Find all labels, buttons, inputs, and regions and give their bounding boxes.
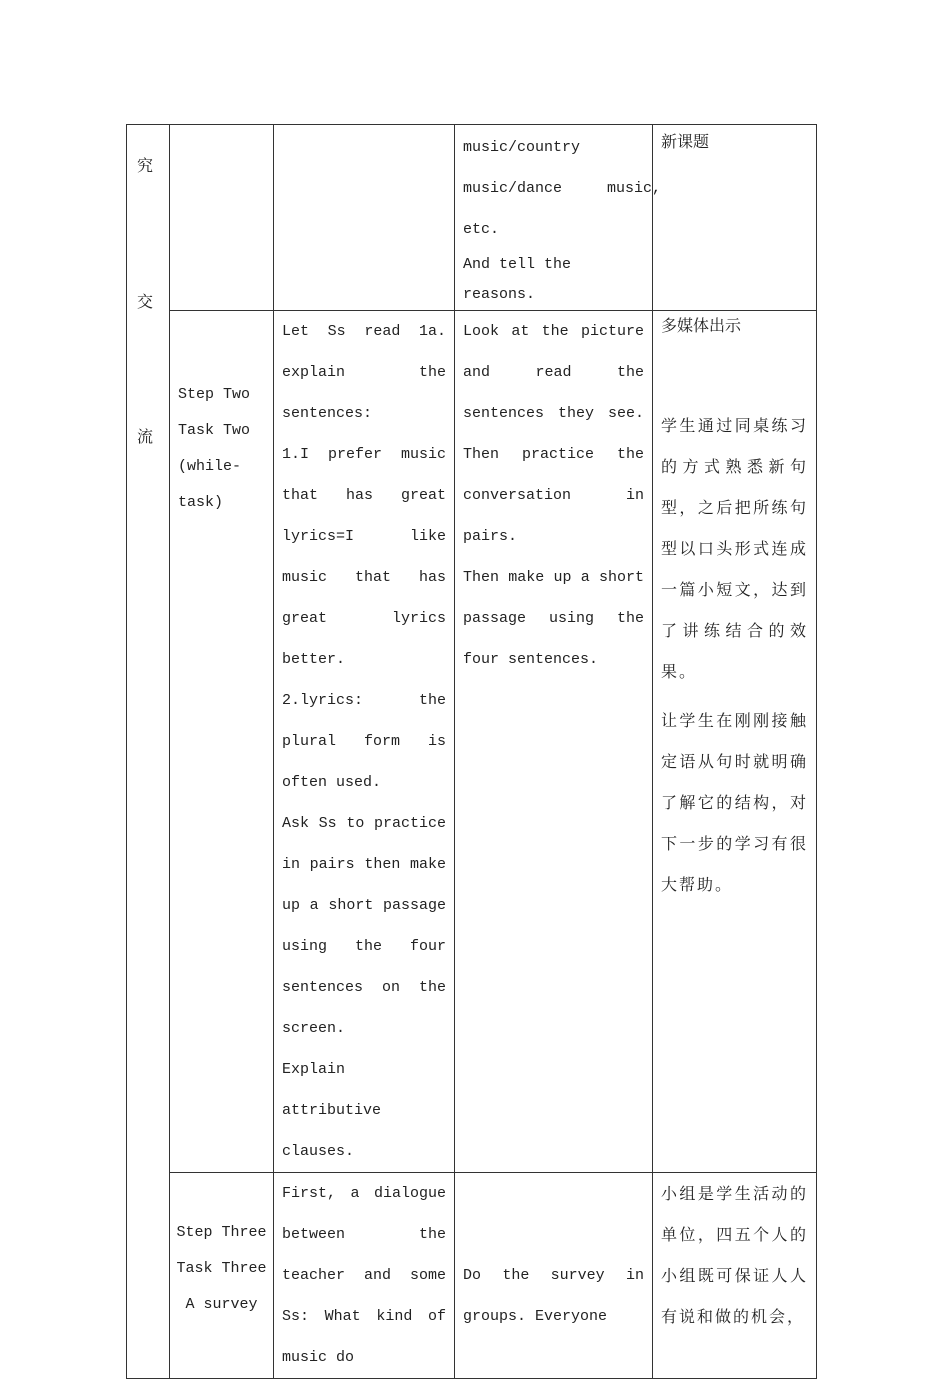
step-label: Step Two (178, 386, 251, 403)
student-paragraph: Do the survey in groups. Everyone (463, 1267, 644, 1325)
step-label: (while- (178, 458, 242, 475)
note-cell (653, 125, 817, 311)
table-row (127, 311, 817, 1173)
note-cell (653, 311, 817, 1173)
step-cell (170, 125, 274, 311)
teacher-paragraph: First, a dialogue between the teacher and some Ss: What kind of music do (282, 1185, 446, 1366)
note-text: 多媒体出示 (661, 316, 742, 335)
activity-line: music/dance music, (463, 180, 662, 197)
step-cell (170, 1173, 274, 1379)
step-label: A survey (185, 1296, 258, 1313)
note-text: 小组是学生活动的单位，四五个人的小组既可保证人人有说和做的机会， (661, 1184, 808, 1326)
stage-char-3: 流 (137, 427, 154, 446)
stage-char-2: 交 (137, 292, 154, 311)
teacher-paragraph: 2.lyrics: the plural form is often used. (282, 692, 446, 791)
table-row (127, 1173, 817, 1379)
step-label: Step Three (176, 1224, 267, 1241)
table-row (127, 125, 817, 311)
step-cell (170, 311, 274, 1173)
activity-line: music/country (463, 139, 581, 156)
note-text: 学生通过同桌练习的方式熟悉新句型，之后把所练句型以口头形式连成一篇小短文，达到了讲练结合的效果。 (661, 416, 808, 681)
student-activity-cell (455, 125, 662, 311)
teacher-activity-cell (274, 1173, 455, 1379)
activity-line: etc. (463, 221, 500, 238)
activity-line: And tell the reasons. (463, 256, 572, 303)
note-text: 让学生在刚刚接触定语从句时就明确了解它的结构，对下一步的学习有很大帮助。 (661, 711, 808, 894)
student-paragraph: Then make up a short passage using the four sentences. (463, 569, 644, 668)
step-label: Task Three (176, 1260, 267, 1277)
note-text: 新课题 (661, 132, 710, 151)
stage-cell (127, 125, 170, 1379)
teacher-paragraph: 1.I prefer music that has great lyrics=I like music that has great lyrics better. (282, 446, 446, 668)
note-cell (653, 1173, 817, 1379)
step-label: task) (178, 494, 224, 511)
student-paragraph: Look at the picture and read the sentences they see. Then practice the conversation in pairs. (463, 323, 644, 545)
teacher-paragraph: Ask Ss to practice in pairs then make up a short passage using the four sentences on the screen. (282, 815, 446, 1037)
teacher-activity-cell (274, 311, 455, 1173)
teacher-paragraph: Let Ss read 1a. explain the sentences: (282, 323, 446, 422)
teacher-activity-cell (274, 125, 455, 311)
student-activity-cell (455, 311, 653, 1173)
teacher-paragraph: Explain attributive clauses. (282, 1061, 382, 1160)
lesson-plan-table (126, 124, 817, 1379)
student-activity-cell (455, 1173, 653, 1379)
step-label: Task Two (178, 422, 251, 439)
stage-char-1: 究 (137, 156, 154, 175)
